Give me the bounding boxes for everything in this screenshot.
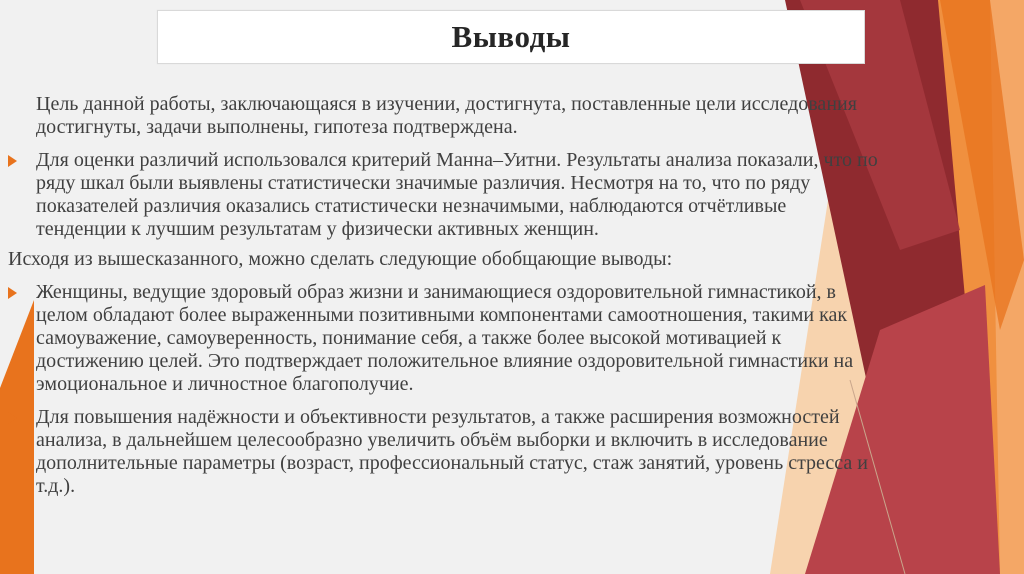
slide-body <box>8 93 878 498</box>
paragraph-text: Женщины, ведущие здоровый образ жизни и занимающиеся оздоровительной гимнастикой, в целом обладают более выраженными позитивными компонентами самоотношения, такими как самоуважение, самоуверенность, понимание себя, а также более высокой мотивацией к достижению целей. Это подтверждает положительное влияние оздоровительной гимнастики на эмоциональное и личностное благополучие. <box>36 281 854 395</box>
orange-triangle-bullet-icon <box>8 155 17 167</box>
paragraph-recommendation <box>8 406 878 498</box>
paragraph-text: Исходя из вышесказанного, можно сделать следующие обобщающие выводы: <box>8 248 673 270</box>
paragraph-summary-intro <box>8 248 878 271</box>
paragraph-women-conclusion <box>8 281 878 396</box>
paragraph-text: Цель данной работы, заключающаяся в изучении, достигнута, поставленные цели исследования достигнуты, задачи выполнены, гипотеза подтверждена. <box>36 93 857 138</box>
paragraph-text: Для повышения надёжности и объективности результатов, а также расширения возможностей анализа, в дальнейшем целесообразно увеличить объём выборки и включить в исследование дополнительные параметры (возраст, профессиональный статус, стаж занятий, уровень стресса и т.д.). <box>36 406 869 497</box>
title-box <box>157 10 865 64</box>
orange-triangle-bullet-icon <box>8 412 17 424</box>
slide-title: Выводы <box>451 19 571 54</box>
orange-triangle-bullet-icon <box>8 287 17 299</box>
paragraph-mann-whitney <box>8 149 878 241</box>
paragraph-goal <box>8 93 878 139</box>
paragraph-text: Для оценки различий использовался критерий Манна–Уитни. Результаты анализа показали, что по ряду шкал были выявлены статистически значимые различия. Несмотря на то, что по ряду показателей различия оказались статистически незначимыми, наблюдаются отчётливые тенденции к лучшим результатам у физически активных женщин. <box>36 149 878 240</box>
